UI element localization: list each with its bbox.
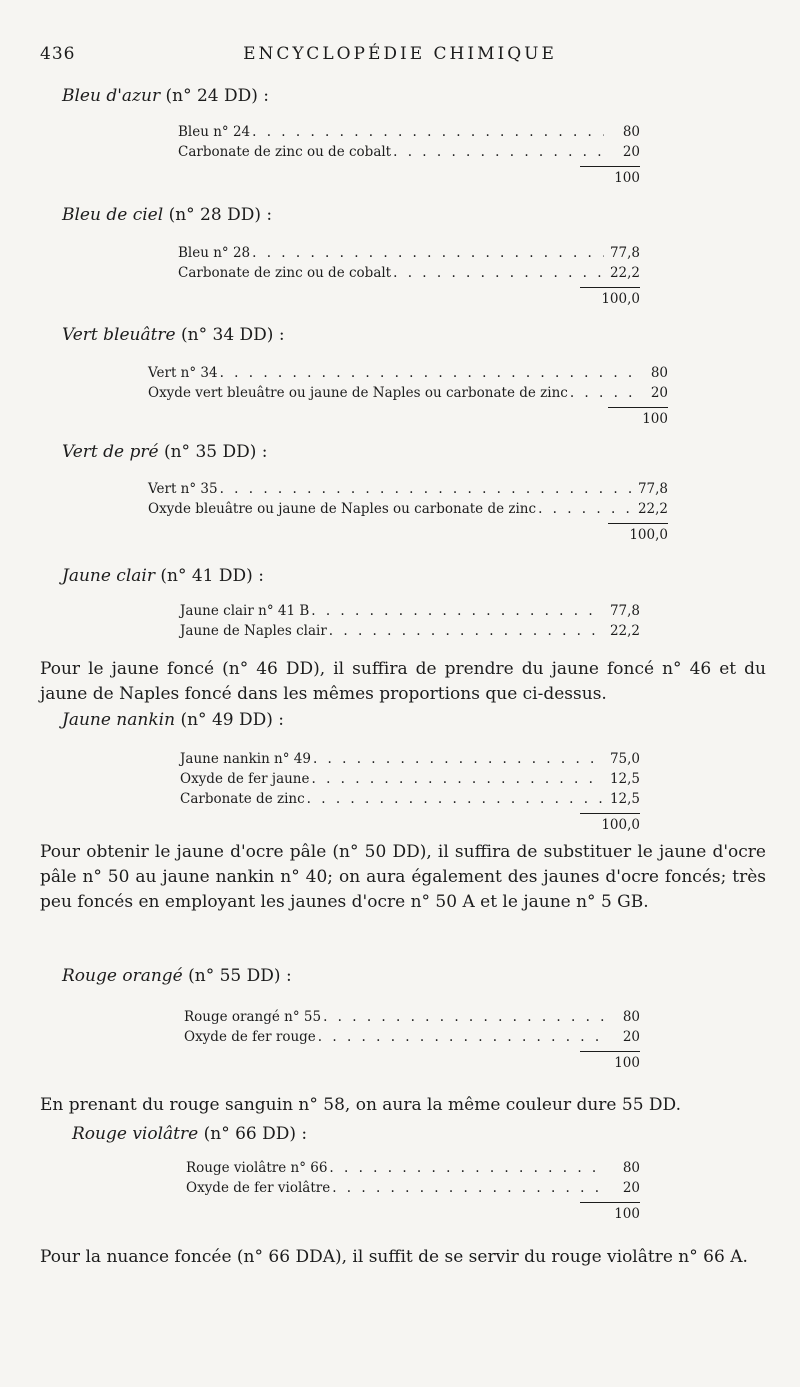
ingredient-value: 80 [650,365,668,381]
section-title: Jaune nankin [62,710,176,730]
ingredient-value: 77,8 [609,603,640,619]
section-title: Rouge violâtre [72,1124,199,1144]
recipe-table [148,481,668,546]
section-ref: (n° 49 DD) : [180,710,284,730]
recipe-row [186,1160,640,1180]
ingredient-value: 20 [622,1180,640,1196]
ingredient-value: 22,2 [637,501,668,517]
recipe-row [186,1180,640,1200]
recipe-row [180,623,640,643]
ingredient-name: Rouge violâtre n° 66 [186,1160,328,1176]
section-heading [62,442,268,462]
leader-dots [220,365,632,381]
recipe-table [178,124,640,189]
section-ref: (n° 24 DD) : [165,86,270,106]
recipe-row [148,501,668,521]
section-ref: (n° 35 DD) : [163,442,268,462]
section-title: Bleu d'azur [62,86,161,106]
recipe-row [180,771,640,791]
recipe-row [178,144,640,164]
ingredient-value: 22,2 [609,265,640,281]
running-header [40,44,760,68]
leader-dots [312,771,605,787]
recipe-row [148,481,668,501]
recipe-total: 100,0 [601,817,640,833]
ingredient-name: Jaune nankin n° 49 [180,751,311,767]
ingredient-value: 20 [650,385,668,401]
recipe-row [180,603,640,623]
recipe-table [184,1009,640,1074]
ingredient-name: Vert n° 34 [148,365,218,381]
leader-dots [570,385,632,401]
recipe-table [180,751,640,836]
leader-dots [538,501,632,517]
paragraph-ocre: Pour obtenir le jaune d'ocre pâle (n° 50 DD), il suffira de substituer le jaune d'ocre pâle n° 50 au jaune nankin n° 40; on aura également des jaunes d'ocre foncés; très peu foncés en employant les jaunes d'ocre n° 50 A et le jaune n° 5 GB. [40,842,766,912]
ingredient-value: 20 [622,1029,640,1045]
ingredient-value: 12,5 [609,771,640,787]
recipe-total: 100 [614,1055,640,1071]
recipe-row [178,245,640,265]
paragraph-jaune-fonce: Pour le jaune foncé (n° 46 DD), il suffira de prendre du jaune foncé n° 46 et du jaune de Naples foncé dans les mêmes proportions que ci-dessus. [40,659,766,704]
recipe-row [184,1029,640,1049]
section-ref: (n° 34 DD) : [181,325,285,345]
ingredient-name: Carbonate de zinc [180,791,305,807]
ingredient-name: Bleu n° 28 [178,245,251,261]
section-title: Vert de pré [62,442,159,462]
leader-dots [252,124,604,140]
section-title: Vert bleuâtre [62,325,176,345]
ingredient-value: 80 [622,1009,640,1025]
ingredient-value: 75,0 [609,751,640,767]
ingredient-name: Jaune clair n° 41 B [180,603,310,619]
ingredient-name: Oxyde de fer violâtre [186,1180,331,1196]
recipe-total: 100 [642,411,668,427]
ingredient-name: Vert n° 35 [148,481,218,497]
running-title: ENCYCLOPÉDIE CHIMIQUE [243,44,557,64]
recipe-row [178,265,640,285]
ingredient-name: Oxyde vert bleuâtre ou jaune de Naples ou carbonate de zinc [148,385,568,401]
section-heading [62,205,272,225]
section-heading [62,325,285,345]
section-heading [62,710,284,730]
leader-dots [318,1029,604,1045]
recipe-total: 100 [614,1206,640,1222]
recipe-total: 100 [614,170,640,186]
ingredient-value: 77,8 [609,245,640,261]
section-title: Bleu de ciel [62,205,164,225]
leader-dots [393,265,604,281]
paragraph-violatre: Pour la nuance foncée (n° 66 DDA), il suffit de se servir du rouge violâtre n° 66 A. [40,1247,748,1267]
leader-dots [323,1009,604,1025]
section-title: Rouge orangé [62,966,183,986]
ingredient-value: 22,2 [609,623,640,639]
leader-dots [332,1180,604,1196]
recipe-total: 100,0 [629,527,668,543]
section-heading [62,966,292,986]
ingredient-name: Rouge orangé n° 55 [184,1009,322,1025]
leader-dots [311,603,604,619]
leader-dots [329,623,604,639]
section-ref: (n° 55 DD) : [188,966,292,986]
recipe-row [148,365,668,385]
section-ref: (n° 41 DD) : [160,566,264,586]
ingredient-value: 12,5 [609,791,640,807]
recipe-table [178,245,640,310]
leader-dots [313,751,604,767]
recipe-table [148,365,668,430]
ingredient-name: Jaune de Naples clair [180,623,327,639]
section-heading [72,1124,307,1144]
ingredient-name: Oxyde bleuâtre ou jaune de Naples ou carbonate de zinc [148,501,537,517]
recipe-row [180,791,640,811]
leader-dots [220,481,632,497]
recipe-table [186,1160,640,1225]
paragraph-sanguin: En prenant du rouge sanguin n° 58, on aura la même couleur dure 55 DD. [40,1095,681,1115]
recipe-table [180,603,640,643]
ingredient-value: 77,8 [637,481,668,497]
ingredient-value: 20 [622,144,640,160]
recipe-total: 100,0 [601,291,640,307]
recipe-row [148,385,668,405]
leader-dots [252,245,604,261]
ingredient-value: 80 [622,1160,640,1176]
section-ref: (n° 28 DD) : [168,205,273,225]
leader-dots [329,1160,604,1176]
recipe-row [180,751,640,771]
section-heading [62,566,264,586]
leader-dots [307,791,604,807]
section-heading [62,86,269,106]
recipe-row [178,124,640,144]
leader-dots [393,144,604,160]
ingredient-name: Bleu n° 24 [178,124,251,140]
ingredient-name: Carbonate de zinc ou de cobalt [178,265,392,281]
ingredient-name: Carbonate de zinc ou de cobalt [178,144,392,160]
section-ref: (n° 66 DD) : [203,1124,308,1144]
recipe-row [184,1009,640,1029]
page-number: 436 [40,44,76,64]
ingredient-value: 80 [622,124,640,140]
section-title: Jaune clair [62,566,155,586]
ingredient-name: Oxyde de fer rouge [184,1029,316,1045]
ingredient-name: Oxyde de fer jaune [180,771,310,787]
